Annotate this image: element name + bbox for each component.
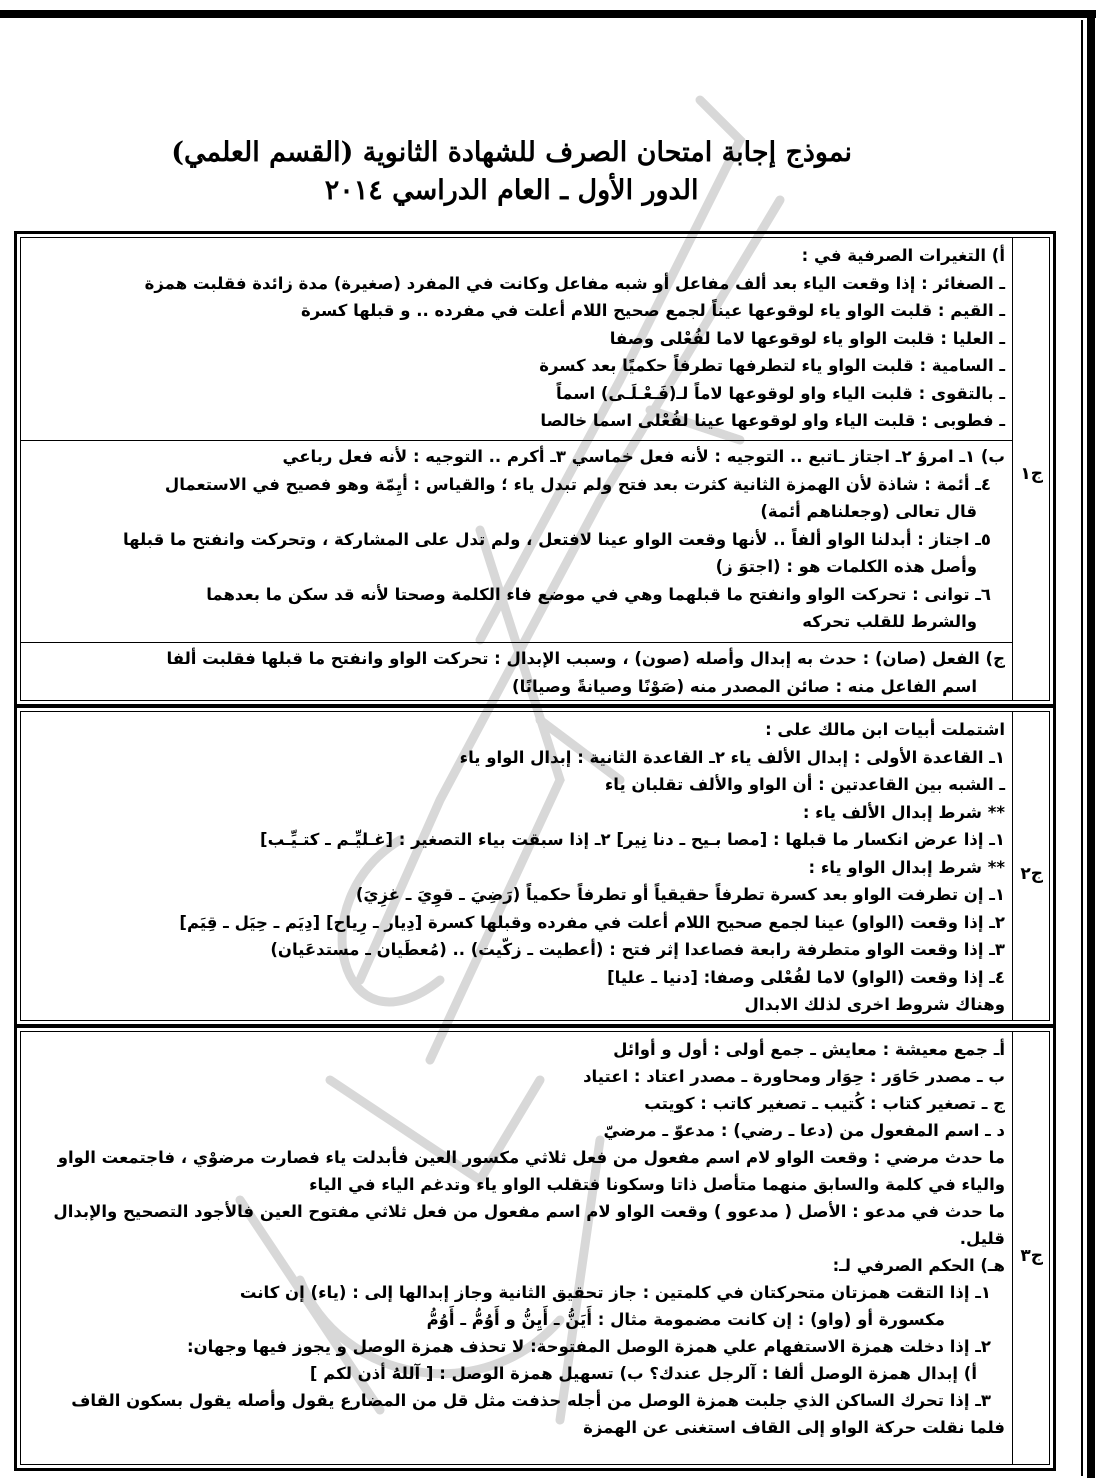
text-line: ب ـ مصدر حَاوَر : حِوَار ومحاورة ـ مصدر اعتاد : اعتياد — [583, 1067, 1005, 1086]
text-line: ج ـ تصغير كتاب : كُتيب ـ تصغير كاتب : كويتب — [644, 1094, 1005, 1113]
text-line: ٣ـ إذا تحرك الساكن الذي جلبت همزة الوصل من أجله حذفت مثل قل من المضارع يقول وأصله يقول بسكون القاف — [71, 1391, 991, 1410]
answer-section-q1 — [14, 231, 1056, 707]
text-line: ٦ـ توانى : تحركت الواو وانفتح ما قبلهما وهي في موضع فاء الكلمة وصحتا لأنه قد سكن ما بعدهما — [206, 584, 991, 604]
answer-frame-q1 — [20, 237, 1050, 701]
text-line: ـ القيم : قلبت الواو ياء لوقوعها عيناً لجمع صحيح اللام أعلت في مفرده .. و قبلها كسرة — [300, 301, 1005, 320]
question-label-q1: ج١ — [1020, 464, 1043, 484]
text-line: ـ الشبه بين القاعدتين : أن الواو والألف تقلبان ياء — [604, 775, 1005, 794]
text-line: ** شرط إبدال الألف ياء : — [802, 802, 1005, 822]
question-number-column — [1012, 238, 1049, 700]
q3-body — [29, 1036, 1005, 1441]
text-line: ٥ـ اجتاز : أبدلنا الواو ألفاً .. لأنها وقعت الواو عينا لافتعل ، ولم تدل على المشاركة ، وتحركت وانفتح ما قبلها — [122, 529, 991, 549]
text-line: ما حدث في مدعو : الأصل ( مدعوو ) وقعت الواو لام اسم مفعول من فعل ثلاثي مفتوح العين فالأجود التصحيح والإبدال — [53, 1202, 1005, 1221]
text-line: ** شرط إبدال الواو ياء : — [808, 857, 1005, 877]
text-line: هـ) الحكم الصرفي لـ: — [832, 1256, 1005, 1275]
text-line: ب) ١ـ امرؤ ٢ـ اجتاز ـاتبع .. التوجيه : لأنه فعل خماسي ٣ـ أكرم .. التوجيه : لأنه فعل رباعي — [282, 447, 1005, 466]
text-line: اشتملت أبيات ابن مالك على : — [765, 720, 1005, 739]
question-number-column — [1012, 712, 1049, 1020]
text-line: ١ـ إذا عرض انكسار ما قبلها : [مصا بـيح ـ دنا نِير] ٢ـ إذا سبقت بياء التصغير : [غـليِّـم ـ كتـيِّـب] — [260, 830, 1005, 849]
text-line: ٤ـ أئمة : شاذة لأن الهمزة الثانية كثرت بعد فتح ولم تبدل ياء ؛ والقياس : أيِمّة وهو فصيح في الاستعمال — [164, 474, 991, 494]
text-line: ١ـ إن تطرفت الواو بعد كسرة تطرفاً حقيقياً أو تطرفاً حكمياً (رَضِيَ ـ قوِيَ ـ غزِيَ) — [355, 885, 1005, 904]
answer-frame-q2 — [20, 711, 1050, 1021]
text-line: وأصل هذه الكلمات هو : (اجتوَ ز) — [715, 557, 977, 576]
right-border-thin-rule — [1081, 20, 1083, 1476]
text-line: أـ جمع معيشة : معايش ـ جمع أولى : أول و أوائل — [613, 1040, 1005, 1059]
text-line: أ) إبدال همزة الوصل ألفا : آلرجل عندك؟ ب) تسهيل همزة الوصل : [ آللهُ أذن لكم ] — [309, 1364, 977, 1383]
divider — [21, 642, 1013, 643]
text-line: ـ السامية : قلبت الواو ياء لتطرفها تطرفاً حكميًا بعد كسرة — [539, 356, 1005, 375]
right-border-rule — [1087, 10, 1095, 1478]
text-line: مكسورة أو (واو) : إن كانت مضمومة مثال : أَيَنُّ ـ أَيِنُّ و أَوُمُّ ـ أَوُمُّ — [426, 1310, 945, 1329]
page-title — [171, 134, 852, 210]
title-line-1: نموذج إجابة امتحان الصرف للشهادة الثانوية (القسم العلمي) — [171, 137, 852, 168]
top-border-rule — [0, 10, 1096, 18]
text-line: ١ـ القاعدة الأولى : إبدال الألف ياء ٢ـ القاعدة الثانية : إبدال الواو ياء — [459, 747, 1005, 767]
divider — [21, 440, 1013, 441]
text-line: ٤ـ إذا وقعت (الواو) لاما لفُعْلى وصفا: [دنيا ـ عليا] — [607, 967, 1005, 987]
text-line: ج) الفعل (صان) : حدث به إبدال وأصله (صون) ، وسبب الإبدال : تحركت الواو وانفتح ما قبلها فقلبت ألفا — [166, 649, 1005, 668]
text-line: والياء في كلمة والسابق منهما متأصل ذاتا وسكونا فتقلب الواو ياء وتدغم الياء في الياء — [309, 1175, 1005, 1194]
text-line: ـ بالتقوى : قلبت الياء واو لوقوعها لاماً لـ(فَـعْـلَـى) اسماً — [556, 383, 1005, 403]
question-label-q3: ج٣ — [1020, 1246, 1043, 1266]
text-line: ٢ـ إذا دخلت همزة الاستفهام علي همزة الوصل المفتوحة: لا تحذف همزة الوصل و يجوز فيها وجهان: — [186, 1337, 991, 1356]
text-line: ـ فطوبى : قلبت الياء واو لوقوعها عينا لفُعْلى اسما خالصا — [540, 411, 1005, 430]
text-line: قليل. — [959, 1229, 1005, 1248]
text-line: أ) التغيرات الصرفية في : — [801, 246, 1005, 265]
text-line: قال تعالى (وجعلناهم أئمة) — [760, 502, 977, 521]
q1-part-b — [29, 443, 1005, 636]
answer-section-q2 — [14, 705, 1056, 1027]
text-line: ـ الصغائر : إذا وقعت الياء بعد ألف مفاعل أو شبه مفاعل وكانت في المفرد (صغيرة) مدة زائدة فقلبت همزة — [144, 273, 1005, 293]
text-line: ما حدث مرضي : وقعت الواو لام اسم مفعول من فعل ثلاثي مكسور العين فأبدلت ياء فصارت مرضوْي ، فاجتمعت الواو — [57, 1148, 1005, 1167]
question-number-column — [1012, 1032, 1049, 1464]
q1-part-c — [29, 645, 1005, 700]
q1-part-a — [29, 242, 1005, 435]
q2-body — [29, 716, 1005, 1019]
answer-section-q3 — [14, 1025, 1056, 1471]
text-line: ـ العليا : قلبت الواو ياء لوقوعها لاما لفُعْلى وصفا — [609, 328, 1005, 348]
text-line: اسم الفاعل منه : صائن المصدر منه (صَوْنًا وصيانةً وصيانًا) — [512, 676, 977, 696]
question-label-q2: ج٢ — [1020, 864, 1043, 884]
answer-frame-q3 — [20, 1031, 1050, 1465]
title-line-2: الدور الأول ـ العام الدراسي ٢٠١٤ — [324, 175, 699, 206]
text-line: ٢ـ إذا وقعت (الواو) عينا لجمع صحيح اللام أعلت في مفرده وقبلها كسرة [دِيار ـ رِياح] [دِيَم ـ حِيَل ـ قِيَم] — [179, 912, 1005, 932]
text-line: ٣ـ إذا وقعت الواو متطرفة رابعة فصاعدا إثر فتح : (أعطيت ـ زكّيت) .. (مُعطَيان ـ مستدعَيان) — [270, 940, 1005, 959]
text-line: د ـ اسم المفعول من (دعا ـ رضي) : مدعوّ ـ مرضيّ — [603, 1121, 1005, 1140]
text-line: وهناك شروط اخرى لذلك الابدال — [744, 995, 1005, 1014]
text-line: فلما نقلت حركة الواو إلى القاف استغنى عن الهمزة — [583, 1418, 1005, 1437]
text-line: ١ـ إذا التقت همزتان متحركتان في كلمتين : جاز تحقيق الثانية وجاز إبدالها إلى : (ياء) إن كانت — [239, 1283, 991, 1302]
text-line: والشرط للقلب تحركه — [802, 612, 977, 631]
